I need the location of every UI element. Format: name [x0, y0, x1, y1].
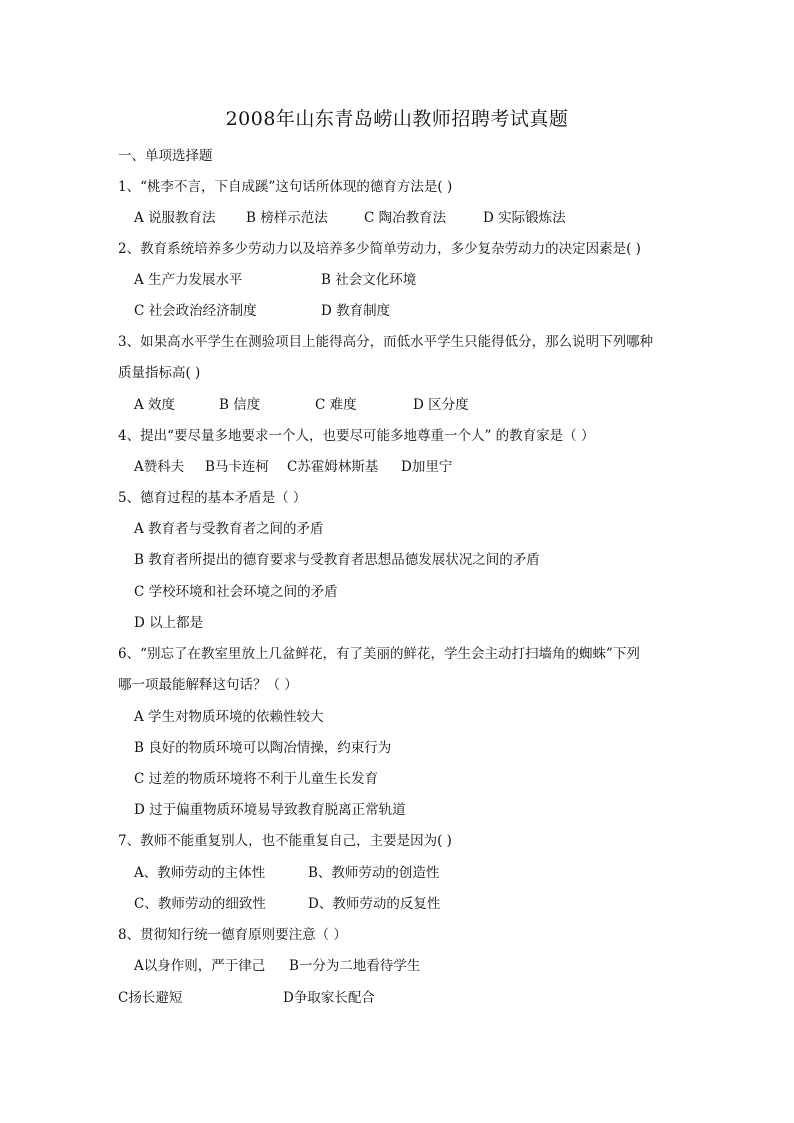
- question-4-option-a: A赞科夫: [134, 459, 185, 475]
- question-3-stem: 3、如果高水平学生在测验项目上能得高分，而低水平学生只能得低分，那么说明下列哪种: [118, 334, 654, 350]
- question-4-option-b: B马卡连柯: [205, 459, 269, 475]
- question-4-stem: 4、提出“要尽量多地要求一个人，也要尽可能多地尊重一个人” 的教育家是（ ）: [118, 428, 595, 444]
- question-5-stem: 5、德育过程的基本矛盾是（ ）: [118, 490, 307, 506]
- question-7-option-c: C、教师劳动的细致性: [134, 896, 266, 912]
- question-5-option-b: B 教育者所提出的德育要求与受教育者思想品德发展状况之间的矛盾: [134, 552, 540, 568]
- question-3-option-d: D 区分度: [413, 397, 469, 413]
- question-3-option-a: A 效度: [134, 397, 176, 413]
- question-6-option-a: A 学生对物质环境的依赖性较大: [134, 709, 324, 725]
- question-5-option-c: C 学校环境和社会环境之间的矛盾: [134, 584, 338, 600]
- question-8-option-d: D争取家长配合: [283, 990, 375, 1006]
- question-6-option-b: B 良好的物质环境可以陶冶情操，约束行为: [134, 740, 392, 756]
- question-3-option-b: B 信度: [219, 397, 261, 413]
- question-4-option-d: D加里宁: [401, 459, 453, 475]
- question-8-option-a: A以身作则，严于律己: [134, 958, 266, 974]
- question-8-option-c: C扬长避短: [118, 990, 183, 1006]
- question-6-stem-continued: 哪一项最能解释这句话？（ ）: [118, 677, 298, 693]
- question-1-option-a: A 说服教育法: [134, 210, 216, 226]
- question-4-option-c: C苏霍姆林斯基: [287, 459, 379, 475]
- question-1-option-b: B 榜样示范法: [246, 210, 328, 226]
- question-2-option-a: A 生产力发展水平: [134, 272, 243, 288]
- question-6-option-d: D 过于偏重物质环境易导致教育脱离正常轨道: [134, 802, 406, 818]
- question-2-stem: 2、教育系统培养多少劳动力以及培养多少简单劳动力，多少复杂劳动力的决定因素是( ): [118, 241, 641, 257]
- question-2-option-d: D 教育制度: [321, 303, 391, 319]
- question-7-stem: 7、教师不能重复别人，也不能重复自己，主要是因为( ): [118, 833, 452, 849]
- question-7-option-a: A、教师劳动的主体性: [134, 865, 266, 881]
- question-1-option-c: C 陶冶教育法: [364, 210, 447, 226]
- page-title: 2008年山东青岛崂山教师招聘考试真题: [225, 108, 569, 130]
- question-2-option-b: B 社会文化环境: [321, 272, 417, 288]
- question-7-option-b: B、教师劳动的创造性: [308, 865, 440, 881]
- question-7-option-d: D、教师劳动的反复性: [308, 896, 441, 912]
- question-2-option-c: C 社会政治经济制度: [134, 303, 257, 319]
- question-1-stem: 1、“桃李不言，下自成蹊”这句话所体现的德育方法是( ): [118, 179, 453, 195]
- question-5-option-a: A 教育者与受教育者之间的矛盾: [134, 521, 324, 537]
- question-6-option-c: C 过差的物质环境将不利于儿童生长发育: [134, 771, 379, 787]
- question-6-stem: 6、“别忘了在教室里放上几盆鲜花，有了美丽的鲜花，学生会主动打扫墙角的蜘蛛”下列: [118, 646, 640, 662]
- question-5-option-d: D 以上都是: [134, 615, 204, 631]
- question-1-option-d: D 实际锻炼法: [483, 210, 566, 226]
- question-3-stem-continued: 质量指标高( ): [118, 365, 201, 381]
- question-8-stem: 8、贯彻知行统一德育原则要注意（ ）: [118, 927, 347, 943]
- section-heading: 一、单项选择题: [118, 148, 213, 164]
- question-8-option-b: B一分为二地看待学生: [289, 958, 421, 974]
- question-3-option-c: C 难度: [315, 397, 357, 413]
